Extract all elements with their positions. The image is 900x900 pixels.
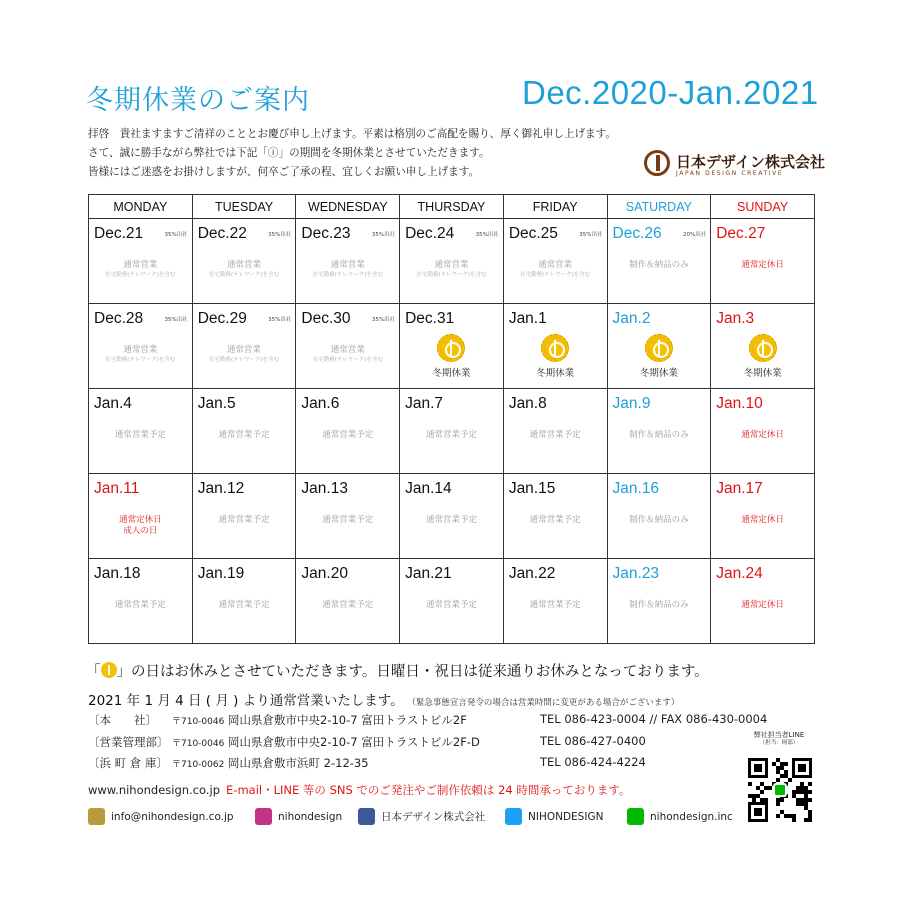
day-header: SATURDAY [607,195,711,219]
day-status: 通常営業予定 [322,515,374,525]
day-status: 通常営業 在宅勤務(テレワーク)を含む [296,345,399,364]
greeting-line: さて、誠に勝手ながら弊社では下記「ⓘ」の期間を冬期休業とさせていただきます。 [88,147,490,159]
facebook-icon [358,808,375,825]
calendar-day-cell [607,219,711,304]
attendance-note: 35%出社 [268,232,292,238]
holiday-label: 冬期休業 [536,368,575,379]
day-status: 通常定休日 [741,515,784,525]
day-status: 通常営業予定 [218,600,270,610]
day-date: Dec.29 [197,310,247,327]
day-status-extra: 成人の日 [123,526,158,536]
attendance-note: 35%出社 [164,232,188,238]
holiday-marker [608,334,711,379]
day-status: 通常営業 在宅勤務(テレワーク)を含む [400,260,503,279]
calendar-day-cell [400,219,504,304]
holiday-marker [711,334,814,379]
calendar-day-cell [503,559,607,644]
line-qr-label: 弊社担当者LINE （担当：岡部） [753,731,805,746]
calendar-day-cell [296,474,400,559]
calendar-day-cell [607,474,711,559]
calendar-day-cell [503,474,607,559]
day-status: 通常営業予定 [425,600,477,610]
calendar-day-cell [400,559,504,644]
day-header: SUNDAY [711,195,815,219]
day-status-sub: 在宅勤務(テレワーク)を含む [105,357,176,363]
day-status-sub: 在宅勤務(テレワーク)を含む [416,272,487,278]
day-date: Jan.12 [197,480,245,497]
day-status: 通常定休日 [741,260,784,270]
calendar-table [88,194,815,644]
calendar-week-row [89,389,815,474]
day-date: Jan.23 [612,565,660,582]
office-address: 〔営業管理部〕 〒710-0046 岡山県倉敷市中央2-10-7 富田トラストビル2F-D TEL 086-427-0400 [88,734,646,749]
attendance-note: 20%出社 [682,232,707,238]
social-link[interactable]: nihondesign.inc [627,808,733,825]
sns-note: E-mail・LINE 等の SNS でのご発注やご制作依頼は 24 時間承っております。 [226,783,631,797]
greeting-line: 拝啓 貴社ますますご清祥のこととお慶び申し上げます。平素は格別のご高配を賜り、厚く御礼申し上げます。 [88,128,616,140]
attendance-note: 35%出社 [268,317,292,323]
day-date: Dec.22 [197,225,247,242]
attendance-note: 35%出社 [164,317,188,323]
day-status-sub: 在宅勤務(テレワーク)を含む [208,357,280,363]
day-date: Jan.10 [716,395,763,412]
day-status: 通常営業 在宅勤務(テレワーク)を含む [504,260,607,279]
logo-subtitle: JAPAN DESIGN CREATIVE [676,170,784,177]
day-status: 通常営業予定 [529,515,581,525]
day-status: 通常営業予定 [322,430,374,440]
day-status-sub: 在宅勤務(テレワーク)を含む [312,357,383,363]
office-address: 〔浜 町 倉 庫〕 〒710-0062 岡山県倉敷市浜町 2-12-35 TEL 086-424-4224 [88,755,646,770]
day-status: 通常定休日 成人の日 [119,515,162,536]
calendar-day-cell [607,559,711,644]
day-date: Jan.14 [405,480,452,497]
social-link[interactable]: nihondesign [255,808,342,825]
day-date: Jan.17 [716,480,763,497]
calendar-day-cell [711,474,815,559]
calendar-day-cell [192,559,296,644]
calendar-day-cell [89,304,193,389]
day-date: Jan.18 [94,565,141,582]
day-status: 通常定休日 [741,430,784,440]
day-date: Jan.19 [197,565,245,582]
calendar-day-cell [400,474,504,559]
day-status: 通常営業予定 [425,430,477,440]
calendar-day-cell [192,389,296,474]
day-date: Jan.1 [508,310,547,327]
day-header: MONDAY [89,195,193,219]
holiday-mark-icon [101,662,117,678]
resume-notice: 2021 年 1 月 4 日 ( 月 ) より通常営業いたします。 （緊急事態宣言発令の場合は営業時間に変更がある場合がございます） [88,693,680,709]
company-logo [644,150,825,182]
office-tel: TEL 086-427-0400 [540,734,646,748]
calendar-day-cell [400,304,504,389]
calendar-week-row [89,304,815,389]
calendar-day-cell [89,389,193,474]
holiday-label: 冬期休業 [639,368,678,379]
period-label: Dec.2020-Jan.2021 [522,74,819,111]
day-status: 通常定休日 [741,600,784,610]
day-status-sub: 在宅勤務(テレワーク)を含む [312,272,383,278]
calendar-day-cell [192,474,296,559]
day-status: 通常営業 在宅勤務(テレワーク)を含む [193,260,296,279]
day-date: Jan.16 [612,480,660,497]
day-status: 制作＆納品のみ [629,600,689,610]
day-date: Jan.4 [94,395,132,412]
calendar-day-cell [192,304,296,389]
day-status: 通常営業 在宅勤務(テレワーク)を含む [89,345,192,364]
day-date: Jan.13 [301,480,348,497]
holiday-label: 冬期休業 [432,368,471,379]
social-link[interactable]: NIHONDESIGN [505,808,603,825]
line-qr-code[interactable] [748,758,812,822]
day-status: 通常営業予定 [114,430,166,440]
day-status-sub: 在宅勤務(テレワーク)を含む [208,272,280,278]
office-address: 〔本 社〕 〒710-0046 岡山県倉敷市中央2-10-7 富田トラストビル2F TEL 086-423-0004 // FAX 086-430-0004 [88,712,768,727]
calendar-day-cell [296,389,400,474]
day-status: 通常営業予定 [114,600,166,610]
day-date: Jan.5 [197,395,236,412]
holiday-mark-icon [645,334,673,362]
day-date: Jan.20 [301,565,348,582]
page-title: 冬期休業のご案内 [86,85,310,116]
day-date: Jan.22 [508,565,556,582]
calendar-day-cell [711,304,815,389]
day-status: 通常営業予定 [425,515,477,525]
day-date: Dec.26 [612,225,662,242]
calendar-day-cell [503,389,607,474]
day-status: 制作＆納品のみ [629,430,689,440]
mail-icon [88,808,105,825]
calendar-week-row [89,474,815,559]
calendar-day-cell [711,219,815,304]
website-line [88,782,630,798]
holiday-mark-icon [541,334,569,362]
logo-mark-icon [644,150,670,176]
calendar-week-row [89,559,815,644]
calendar-day-cell [192,219,296,304]
calendar-day-cell [89,219,193,304]
attendance-note: 35%出社 [371,232,396,238]
greeting-line: 皆様にはご迷惑をお掛けしますが、何卒ご了承の程、宜しくお願い申し上げます。 [88,166,480,178]
social-link[interactable]: 日本デザイン株式会社 [358,808,485,825]
calendar-day-cell [711,559,815,644]
day-date: Jan.7 [405,395,444,412]
calendar-day-cell [503,219,607,304]
logo-name: 日本デザイン株式会社 [676,153,825,171]
attendance-note: 35%出社 [579,232,603,238]
calendar-day-cell [89,559,193,644]
attendance-note: 35%出社 [475,232,499,238]
day-date: Jan.8 [508,395,547,412]
calendar-day-cell [296,219,400,304]
line-icon [773,783,787,797]
website-link[interactable]: www.nihondesign.co.jp [88,783,221,797]
day-status: 通常営業予定 [529,600,581,610]
day-status: 通常営業予定 [322,600,374,610]
day-header: TUESDAY [192,195,296,219]
day-date: Dec.23 [301,225,351,242]
day-date: Dec.30 [301,310,351,327]
day-date: Jan.9 [612,395,651,412]
day-date: Dec.28 [94,310,144,327]
calendar-day-cell [607,304,711,389]
day-status: 通常営業予定 [218,515,270,525]
day-date: Jan.21 [405,565,452,582]
calendar-day-cell [296,304,400,389]
office-tel: TEL 086-423-0004 // FAX 086-430-0004 [540,712,768,726]
day-header: FRIDAY [503,195,607,219]
holiday-marker [400,334,503,379]
day-status: 制作＆納品のみ [629,260,689,270]
calendar-day-cell [89,474,193,559]
attendance-note: 35%出社 [371,317,396,323]
day-date: Jan.3 [716,310,755,327]
day-header: WEDNESDAY [296,195,400,219]
calendar-day-cell [296,559,400,644]
day-date: Dec.31 [405,310,455,327]
holiday-label: 冬期休業 [743,368,782,379]
holiday-mark-icon [437,334,465,362]
twitter-icon [505,808,522,825]
holiday-marker [504,334,607,379]
holiday-mark-icon [749,334,777,362]
day-date: Jan.2 [612,310,651,327]
day-status: 通常営業 在宅勤務(テレワーク)を含む [193,345,296,364]
calendar-day-cell [503,304,607,389]
day-header: THURSDAY [400,195,504,219]
instagram-icon [255,808,272,825]
day-status-sub: 在宅勤務(テレワーク)を含む [105,272,176,278]
day-date: Dec.25 [508,225,558,242]
day-date: Dec.27 [716,225,766,242]
day-status-sub: 在宅勤務(テレワーク)を含む [520,272,591,278]
calendar-day-cell [400,389,504,474]
day-status: 通常営業 在宅勤務(テレワーク)を含む [296,260,399,279]
calendar-day-cell [607,389,711,474]
social-link[interactable]: info@nihondesign.co.jp [88,808,234,825]
day-status: 通常営業予定 [218,430,270,440]
day-date: Dec.24 [405,225,455,242]
day-date: Dec.21 [94,225,144,242]
day-date: Jan.6 [301,395,340,412]
day-date: Jan.24 [716,565,763,582]
line-icon [627,808,644,825]
day-date: Jan.15 [508,480,556,497]
day-status: 通常営業予定 [529,430,581,440]
holiday-notice: 「 」の日はお休みとさせていただきます。日曜日・祝日は従来通りお休みとなっております。 [86,664,709,680]
day-status: 制作＆納品のみ [629,515,689,525]
calendar-week-row [89,219,815,304]
day-status: 通常営業 在宅勤務(テレワーク)を含む [89,260,192,279]
office-tel: TEL 086-424-4224 [540,755,646,769]
calendar-day-cell [711,389,815,474]
day-date: Jan.11 [94,480,140,497]
